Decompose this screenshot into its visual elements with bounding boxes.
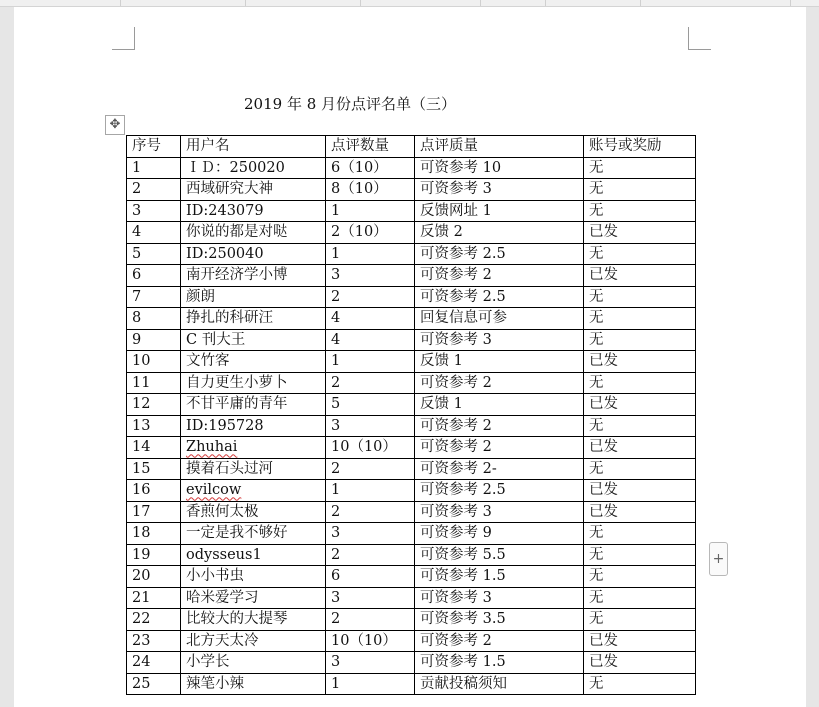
ruler-tick	[120, 0, 121, 6]
table-cell[interactable]: 回复信息可参	[415, 308, 584, 330]
table-cell[interactable]: 3	[326, 265, 415, 287]
table-row	[127, 286, 696, 308]
table-cell[interactable]: 无	[584, 286, 696, 308]
table-row	[127, 200, 696, 222]
ruler-tick	[545, 0, 546, 6]
spellcheck-underlined-text: evilcow	[186, 482, 242, 499]
table-cell[interactable]: 一定是我不够好	[181, 523, 326, 545]
table-row	[127, 243, 696, 265]
table-cell[interactable]: 小小书虫	[181, 566, 326, 588]
table-row	[127, 566, 696, 588]
table-cell[interactable]: 可资参考 3	[415, 587, 584, 609]
table-cell[interactable]: 可资参考 1.5	[415, 566, 584, 588]
table-row	[127, 329, 696, 351]
table-cell[interactable]: 1	[326, 351, 415, 373]
table-cell[interactable]: 12	[127, 394, 181, 416]
table-cell[interactable]: 可资参考 2.5	[415, 480, 584, 502]
table-cell[interactable]	[181, 437, 326, 459]
table-cell[interactable]	[181, 480, 326, 502]
table-cell[interactable]: 无	[584, 415, 696, 437]
table-cell[interactable]: 无	[584, 243, 696, 265]
table-row	[127, 415, 696, 437]
table-cell[interactable]: 可资参考 3	[415, 179, 584, 201]
table-cell[interactable]: 挣扎的科研汪	[181, 308, 326, 330]
column-header[interactable]: 序号	[127, 136, 181, 158]
table-cell[interactable]: 哈米爱学习	[181, 587, 326, 609]
table-cell[interactable]: 反馈 1	[415, 394, 584, 416]
table-cell[interactable]: 2	[326, 544, 415, 566]
table-cell[interactable]: ID:195728	[181, 415, 326, 437]
table-cell[interactable]: 6（10）	[326, 157, 415, 179]
table-cell[interactable]: 无	[584, 609, 696, 631]
table-cell[interactable]: 13	[127, 415, 181, 437]
table-cell[interactable]: 25	[127, 673, 181, 695]
table-cell[interactable]: 24	[127, 652, 181, 674]
table-cell[interactable]: 1	[127, 157, 181, 179]
table-cell[interactable]: 10	[127, 351, 181, 373]
table-cell[interactable]: 2	[326, 501, 415, 523]
table-row	[127, 372, 696, 394]
table-cell[interactable]: 16	[127, 480, 181, 502]
ruler-tick	[640, 0, 641, 6]
table-cell[interactable]: 22	[127, 609, 181, 631]
table-cell[interactable]: 辣笔小辣	[181, 673, 326, 695]
document-title: 2019 年 8 月份点评名单（三）	[244, 95, 457, 113]
table-cell[interactable]: 6	[127, 265, 181, 287]
table-row	[127, 394, 696, 416]
table-header-row	[127, 136, 696, 158]
table-cell[interactable]: 5	[326, 394, 415, 416]
table-row	[127, 609, 696, 631]
table-cell[interactable]: 8（10）	[326, 179, 415, 201]
table-cell[interactable]: 可资参考 2	[415, 372, 584, 394]
table-cell[interactable]: 1	[326, 200, 415, 222]
table-cell[interactable]: 已发	[584, 394, 696, 416]
table-row	[127, 458, 696, 480]
table-cell[interactable]: 可资参考 2	[415, 415, 584, 437]
table-cell[interactable]: 文竹客	[181, 351, 326, 373]
table-cell[interactable]: 15	[127, 458, 181, 480]
spellcheck-underlined-text: Zhuhai	[186, 439, 238, 456]
table-row	[127, 308, 696, 330]
table-cell[interactable]: 14	[127, 437, 181, 459]
table-move-handle-icon[interactable]: ✥	[105, 115, 125, 135]
table-cell[interactable]: 无	[584, 329, 696, 351]
table-row	[127, 630, 696, 652]
table-cell[interactable]: 3	[326, 652, 415, 674]
table-cell[interactable]: 1	[326, 480, 415, 502]
table-cell[interactable]: 反馈 2	[415, 222, 584, 244]
table-cell[interactable]: 18	[127, 523, 181, 545]
table-cell[interactable]: odysseus1	[181, 544, 326, 566]
table-cell[interactable]: 9	[127, 329, 181, 351]
table-cell[interactable]: 2	[326, 286, 415, 308]
table-cell[interactable]: 无	[584, 523, 696, 545]
table-cell[interactable]: 北方天太冷	[181, 630, 326, 652]
table-cell[interactable]: 贡献投稿须知	[415, 673, 584, 695]
table-cell[interactable]: 4	[326, 329, 415, 351]
column-header[interactable]: 用户名	[181, 136, 326, 158]
table-cell[interactable]: 可资参考 1.5	[415, 652, 584, 674]
table-row	[127, 523, 696, 545]
table-row	[127, 480, 696, 502]
table-cell[interactable]: 21	[127, 587, 181, 609]
table-cell[interactable]: 南开经济学小博	[181, 265, 326, 287]
table-cell[interactable]: 可资参考 2-	[415, 458, 584, 480]
table-cell[interactable]: 3	[326, 587, 415, 609]
table-cell[interactable]: 无	[584, 566, 696, 588]
table-cell[interactable]: 反馈 1	[415, 351, 584, 373]
table-cell[interactable]: 香煎何太极	[181, 501, 326, 523]
table-cell[interactable]: 无	[584, 179, 696, 201]
table-cell[interactable]: 20	[127, 566, 181, 588]
table-cell[interactable]: 6	[326, 566, 415, 588]
table-cell[interactable]: 7	[127, 286, 181, 308]
table-cell[interactable]: 已发	[584, 437, 696, 459]
column-header[interactable]: 点评数量	[326, 136, 415, 158]
table-row	[127, 587, 696, 609]
document-page[interactable]	[14, 7, 806, 707]
table-row	[127, 544, 696, 566]
table-cell[interactable]: 可资参考 2	[415, 265, 584, 287]
column-header[interactable]: 账号或奖励	[584, 136, 696, 158]
table-cell[interactable]: 1	[326, 243, 415, 265]
table-cell[interactable]: 无	[584, 544, 696, 566]
margin-corner-mark	[112, 27, 135, 50]
table-cell[interactable]: 西域研究大神	[181, 179, 326, 201]
table-cell[interactable]: 10（10）	[326, 630, 415, 652]
table-cell[interactable]: 无	[584, 587, 696, 609]
table-cell[interactable]: 10（10）	[326, 437, 415, 459]
ruler-tick	[245, 0, 246, 6]
table-row	[127, 437, 696, 459]
table-cell[interactable]: 已发	[584, 351, 696, 373]
table-cell[interactable]: 可资参考 2	[415, 437, 584, 459]
table-cell[interactable]: 已发	[584, 501, 696, 523]
table-cell[interactable]: 你说的都是对哒	[181, 222, 326, 244]
table-cell[interactable]: 无	[584, 200, 696, 222]
table-cell[interactable]: 颜朗	[181, 286, 326, 308]
table-cell[interactable]: 无	[584, 673, 696, 695]
table-cell[interactable]: 反馈网址 1	[415, 200, 584, 222]
review-table	[126, 135, 696, 695]
table-cell[interactable]: 3	[326, 415, 415, 437]
table-cell[interactable]: 小学长	[181, 652, 326, 674]
table-cell[interactable]: 无	[584, 458, 696, 480]
table-cell[interactable]: 2	[127, 179, 181, 201]
table-cell[interactable]: 1	[326, 673, 415, 695]
table-cell[interactable]: 2	[326, 609, 415, 631]
table-cell[interactable]: 19	[127, 544, 181, 566]
table-cell[interactable]: 摸着石头过河	[181, 458, 326, 480]
top-ruler	[0, 0, 819, 7]
table-cell[interactable]: 17	[127, 501, 181, 523]
table-cell[interactable]: ID:250040	[181, 243, 326, 265]
table-cell[interactable]: ＩＤ：250020	[181, 157, 326, 179]
column-header[interactable]: 点评质量	[415, 136, 584, 158]
table-cell[interactable]: 可资参考 5.5	[415, 544, 584, 566]
table-cell[interactable]: 可资参考 3	[415, 329, 584, 351]
table-cell[interactable]: 已发	[584, 265, 696, 287]
table-cell[interactable]: 比较大的大提琴	[181, 609, 326, 631]
table-row	[127, 673, 696, 695]
table-cell[interactable]: 可资参考 9	[415, 523, 584, 545]
table-row	[127, 351, 696, 373]
table-cell[interactable]: 2	[326, 458, 415, 480]
table-cell[interactable]: 无	[584, 157, 696, 179]
table-cell[interactable]: 11	[127, 372, 181, 394]
table-cell[interactable]: 已发	[584, 222, 696, 244]
table-cell[interactable]: 无	[584, 308, 696, 330]
ruler-tick	[790, 0, 791, 6]
table-row	[127, 179, 696, 201]
ruler-tick	[360, 0, 361, 6]
table-cell[interactable]: 可资参考 2	[415, 630, 584, 652]
ruler-tick	[480, 0, 481, 6]
table-row	[127, 157, 696, 179]
table-cell[interactable]: ID:243079	[181, 200, 326, 222]
table-cell[interactable]: 可资参考 2.5	[415, 243, 584, 265]
table-cell[interactable]: 可资参考 2.5	[415, 286, 584, 308]
table-cell[interactable]: 8	[127, 308, 181, 330]
table-cell[interactable]: 3	[326, 523, 415, 545]
table-cell[interactable]: 4	[326, 308, 415, 330]
table-row	[127, 222, 696, 244]
table-cell[interactable]: C 刊大王	[181, 329, 326, 351]
add-row-plus-icon[interactable]: +	[709, 542, 728, 576]
table-cell[interactable]: 2（10）	[326, 222, 415, 244]
table-cell[interactable]: 23	[127, 630, 181, 652]
table-cell[interactable]: 可资参考 10	[415, 157, 584, 179]
table-cell[interactable]: 可资参考 3	[415, 501, 584, 523]
table-cell[interactable]: 3	[127, 200, 181, 222]
table-row	[127, 501, 696, 523]
table-cell[interactable]: 不甘平庸的青年	[181, 394, 326, 416]
table-cell[interactable]: 已发	[584, 480, 696, 502]
table-row	[127, 265, 696, 287]
table-cell[interactable]: 2	[326, 372, 415, 394]
table-cell[interactable]: 4	[127, 222, 181, 244]
margin-corner-mark	[688, 27, 711, 50]
table-cell[interactable]: 可资参考 3.5	[415, 609, 584, 631]
table-cell[interactable]: 自力更生小萝卜	[181, 372, 326, 394]
table-cell[interactable]: 无	[584, 372, 696, 394]
table-cell[interactable]: 5	[127, 243, 181, 265]
table-row	[127, 652, 696, 674]
table-cell[interactable]: 已发	[584, 630, 696, 652]
table-cell[interactable]: 已发	[584, 652, 696, 674]
